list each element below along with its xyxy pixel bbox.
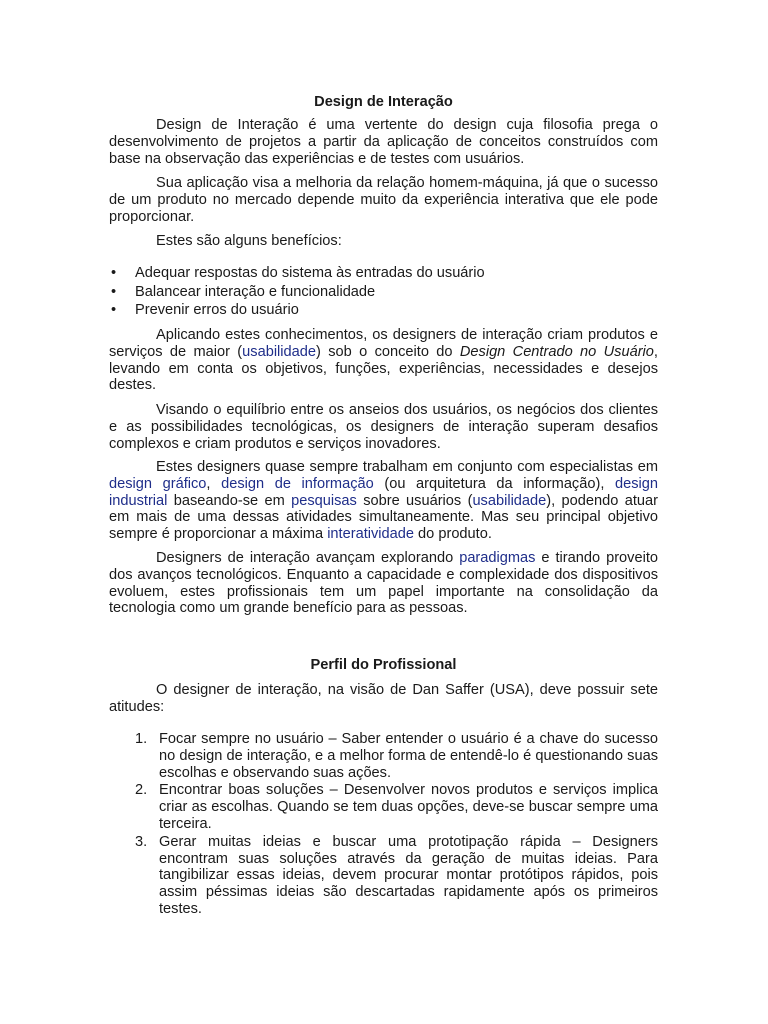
italic-term: Design Centrado no Usuário: [459, 343, 654, 360]
link-interatividade[interactable]: interatividade: [327, 526, 414, 543]
text-segment: , levando em conta os objetivos, funções, experiências, necessidades e desejos destes.: [109, 343, 658, 394]
link-design-informacao[interactable]: design de informação: [221, 475, 374, 492]
link-pesquisas[interactable]: pesquisas: [291, 492, 357, 509]
link-paradigmas[interactable]: paradigmas: [459, 550, 536, 566]
list-item: [135, 834, 658, 918]
paragraph-together: [109, 459, 658, 543]
attitude-text: Gerar muitas ideias e buscar uma prototipação rápida – Designers encontram suas soluções através da geração de muitas ideias. Para tangibilizar essas ideias, devem procurar montar protótipos rápidos, pois assim péssimas ideias são descartadas rapidamente após os primeiros testes.: [159, 833, 658, 917]
bullet-icon: •: [111, 283, 117, 300]
benefits-list: [109, 265, 658, 321]
text-segment: e tirando proveito dos avanços tecnológicos. Enquanto a capacidade e complexidade dos dispositivos evoluem, estes profissionais tem um papel importante na consolidação da tecnologia como um grande benefício para as pessoas.: [109, 550, 659, 617]
text-segment: do produto.: [414, 526, 492, 543]
text-segment: Aplicando estes conhecimentos, os designers de interação criam produtos e serviços de maior (: [109, 327, 658, 360]
link-design-grafico[interactable]: design gráfico: [109, 475, 207, 492]
text-segment: baseando-se em: [167, 492, 292, 509]
text-segment: sobre usuários (: [356, 492, 473, 509]
paragraph-balance: Visando o equilíbrio entre os anseios dos usuários, os negócios dos clientes e as possibilidades tecnológicas, os designers de interação superam desafios complexos e criam produtos e serviços inovadores.: [109, 402, 658, 452]
paragraph-applying: [109, 327, 658, 394]
paragraph-advance: [109, 550, 658, 617]
text-segment: Estes designers quase sempre trabalham em conjunto com especialistas em: [156, 459, 658, 475]
link-usabilidade-2[interactable]: usabilidade: [472, 492, 547, 509]
paragraph-benefits-intro: Estes são alguns benefícios:: [156, 233, 342, 249]
list-item: [109, 265, 658, 284]
section-title-perfil: Perfil do Profissional: [310, 657, 457, 673]
attitude-text: Encontrar boas soluções – Desenvolver novos produtos e serviços implica criar as escolhas. Quando se tem duas opções, deve-se buscar sempre uma terceira.: [159, 782, 658, 832]
benefit-text: Prevenir erros do usuário: [135, 302, 299, 318]
benefit-text: Balancear interação e funcionalidade: [135, 283, 376, 300]
text-segment: ) sob o conceito do: [316, 343, 460, 360]
attitudes-list: [135, 731, 658, 919]
section-title-design-interacao: Design de Interação: [314, 94, 453, 110]
list-item: [135, 782, 658, 832]
text-segment: ,: [206, 475, 222, 492]
link-design-industrial[interactable]: design industrial: [109, 475, 659, 509]
attitude-text: Focar sempre no usuário – Saber entender o usuário é a chave do sucesso no design de interação, e a melhor forma de entendê-lo é questionando suas escolhas e observando suas ações.: [159, 731, 658, 781]
text-segment: ), podendo atuar em mais de uma dessas atividades simultaneamente. Mas seu principal objetivo sempre é proporcionar a máxima: [109, 492, 658, 543]
list-item: [109, 302, 658, 321]
paragraph-application: Sua aplicação visa a melhoria da relação homem-máquina, já que o sucesso de um produto no mercado depende muito da experiência interativa que ele pode proporcionar.: [109, 175, 658, 225]
bullet-icon: •: [111, 265, 117, 281]
text-segment: (ou arquitetura da informação),: [373, 475, 615, 492]
item-number: 3.: [135, 833, 148, 850]
item-number: 2.: [135, 782, 148, 799]
item-number: 1.: [135, 731, 148, 747]
bullet-icon: •: [111, 302, 117, 318]
list-item: [135, 731, 658, 781]
list-item: [109, 284, 658, 303]
paragraph-perfil-intro: O designer de interação, na visão de Dan Saffer (USA), deve possuir sete atitudes:: [109, 682, 658, 715]
benefit-text: Adequar respostas do sistema às entradas do usuário: [135, 265, 485, 281]
link-usabilidade[interactable]: usabilidade: [242, 343, 317, 360]
paragraph-intro: Design de Interação é uma vertente do design cuja filosofia prega o desenvolvimento de projetos a partir da aplicação de conceitos construídos com base na observação das experiências e de testes com usuários.: [109, 117, 658, 167]
text-segment: Designers de interação avançam explorando: [156, 550, 460, 566]
